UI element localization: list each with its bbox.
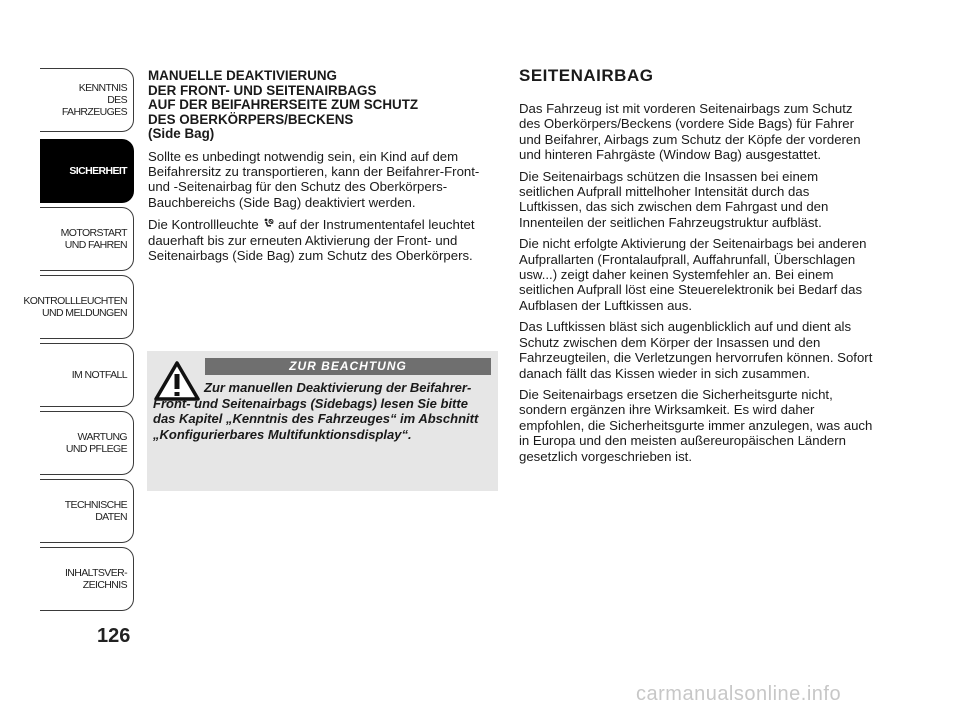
tab-technische-daten[interactable] [40, 479, 134, 543]
tab-kontrollleuchten-und-meldungen[interactable] [23, 275, 134, 339]
paragraph-text: Die Kontrollleuchte [148, 217, 259, 233]
airbag-off-icon [262, 218, 274, 230]
heading-line: (Side Bag) [148, 126, 215, 141]
paragraph: Die Seitenairbags ersetzen die Sicherheitsgurte nicht, sondern ergänzen ihre Wirksamkeit. Es wird daher empfohlen, die Sicherheitsgurte immer anzulegen, was auch in Europa und den meisten außereuropäischen Ländern gesetzlich vorgeschrieben ist. [519, 386, 873, 464]
paragraph: Das Fahrzeug ist mit vorderen Seitenairbags zum Schutz des Oberkörpers/Beckens (vordere Side Bags) für Fahrer und Beifahrer, Airbags zum Schutz der Köpfe der vorderen und hinteren Fahrgäste (Window Bag) ausgestattet. [519, 101, 861, 163]
tab-label: IM NOTFALL [71, 369, 127, 381]
tab-wartung-und-pflege[interactable] [40, 411, 134, 475]
paragraph: Die Seitenairbags schützen die Insassen bei einem seitlichen Aufprall mittelhoher Intensität durch das Luftkissen, das sich zwischen dem Fahrgast und den Innenteilen der seitlichen Fahrzeugstruktur aufbläst. [519, 168, 829, 230]
warning-title: ZUR BEACHTUNG [205, 358, 491, 375]
paragraph: Die nicht erfolgte Aktivierung der Seitenairbags bei anderen Aufprallarten (Frontalaufprall, Auffahrunfall, Überschlagen usw...) zeigt daher keinen Systemfehler an. Bei einem seitlichen Aufprall löst eine Steuerelektronik bei Bedarf das Aufblasen der Luftkissen aus. [519, 236, 867, 313]
tab-label: WARTUNG UND PFLEGE [65, 431, 127, 455]
tab-inhaltsverzeichnis[interactable] [40, 547, 134, 611]
warning-box [147, 351, 498, 491]
warning-text: Zur manuellen Deaktivierung der Beifahrer-Front- und Seitenairbags (Sidebags) lesen Sie bitte das Kapitel „Kenntnis des Fahrzeuges“ im Abschnitt „Konfigurierbares Multifunktionsdisplay“. [153, 380, 479, 442]
tab-sicherheit[interactable] [40, 139, 134, 203]
right-column [519, 66, 875, 470]
tab-im-notfall[interactable] [40, 343, 134, 407]
tab-motorstart-und-fahren[interactable] [40, 207, 134, 271]
paragraph [148, 217, 490, 263]
tab-label: INHALTSVER- ZEICHNIS [64, 567, 127, 591]
heading-line: AUF DER BEIFAHRERSEITE ZUM SCHUTZ [148, 97, 419, 112]
section-heading-seitenairbag: SEITENAIRBAG [519, 66, 654, 85]
tab-label: KONTROLLLEUCHTEN UND MELDUNGEN [23, 295, 127, 319]
heading-line: DES OBERKÖRPERS/BECKENS [148, 111, 354, 127]
watermark: carmanualsonline.info [636, 683, 842, 705]
paragraph: Das Luftkissen bläst sich augenblicklich auf und dient als Schutz zwischen dem Körper der Insassen und den Fahrzeugteilen, die Verletzungen hervorrufen können. Sofort danach fällt das Kissen wieder in sich zusammen. [519, 319, 873, 381]
paragraph-text: auf der Instrumententafel leuchtet dauerhaft bis zur erneuten Aktivierung der Front- und Seitenairbags (Side Bag) zum Schutz des Oberkörpers. [148, 217, 475, 263]
section-heading-manual-deactivation [148, 69, 490, 142]
tab-label: TECHNISCHE DATEN [64, 499, 127, 523]
heading-line: DER FRONT- UND SEITENAIRBAGS [148, 82, 377, 98]
tab-label: SICHERHEIT [69, 165, 127, 177]
page-number: 126 [97, 625, 131, 647]
tab-label: MOTORSTART UND FAHREN [60, 227, 127, 251]
tab-label: KENNTNIS DES FAHRZEUGES [61, 82, 127, 118]
left-column [148, 69, 490, 270]
heading-line: MANUELLE DEAKTIVIERUNG [148, 68, 337, 83]
tab-kenntnis-des-fahrzeuges[interactable] [40, 68, 134, 132]
paragraph: Sollte es unbedingt notwendig sein, ein Kind auf dem Beifahrersitz zu transportieren, kann der Beifahrer-Front- und -Seitenairbag für den Schutz des Oberkörpers-Bauchbereichs (Side Bag) deaktiviert werden. [148, 148, 480, 210]
